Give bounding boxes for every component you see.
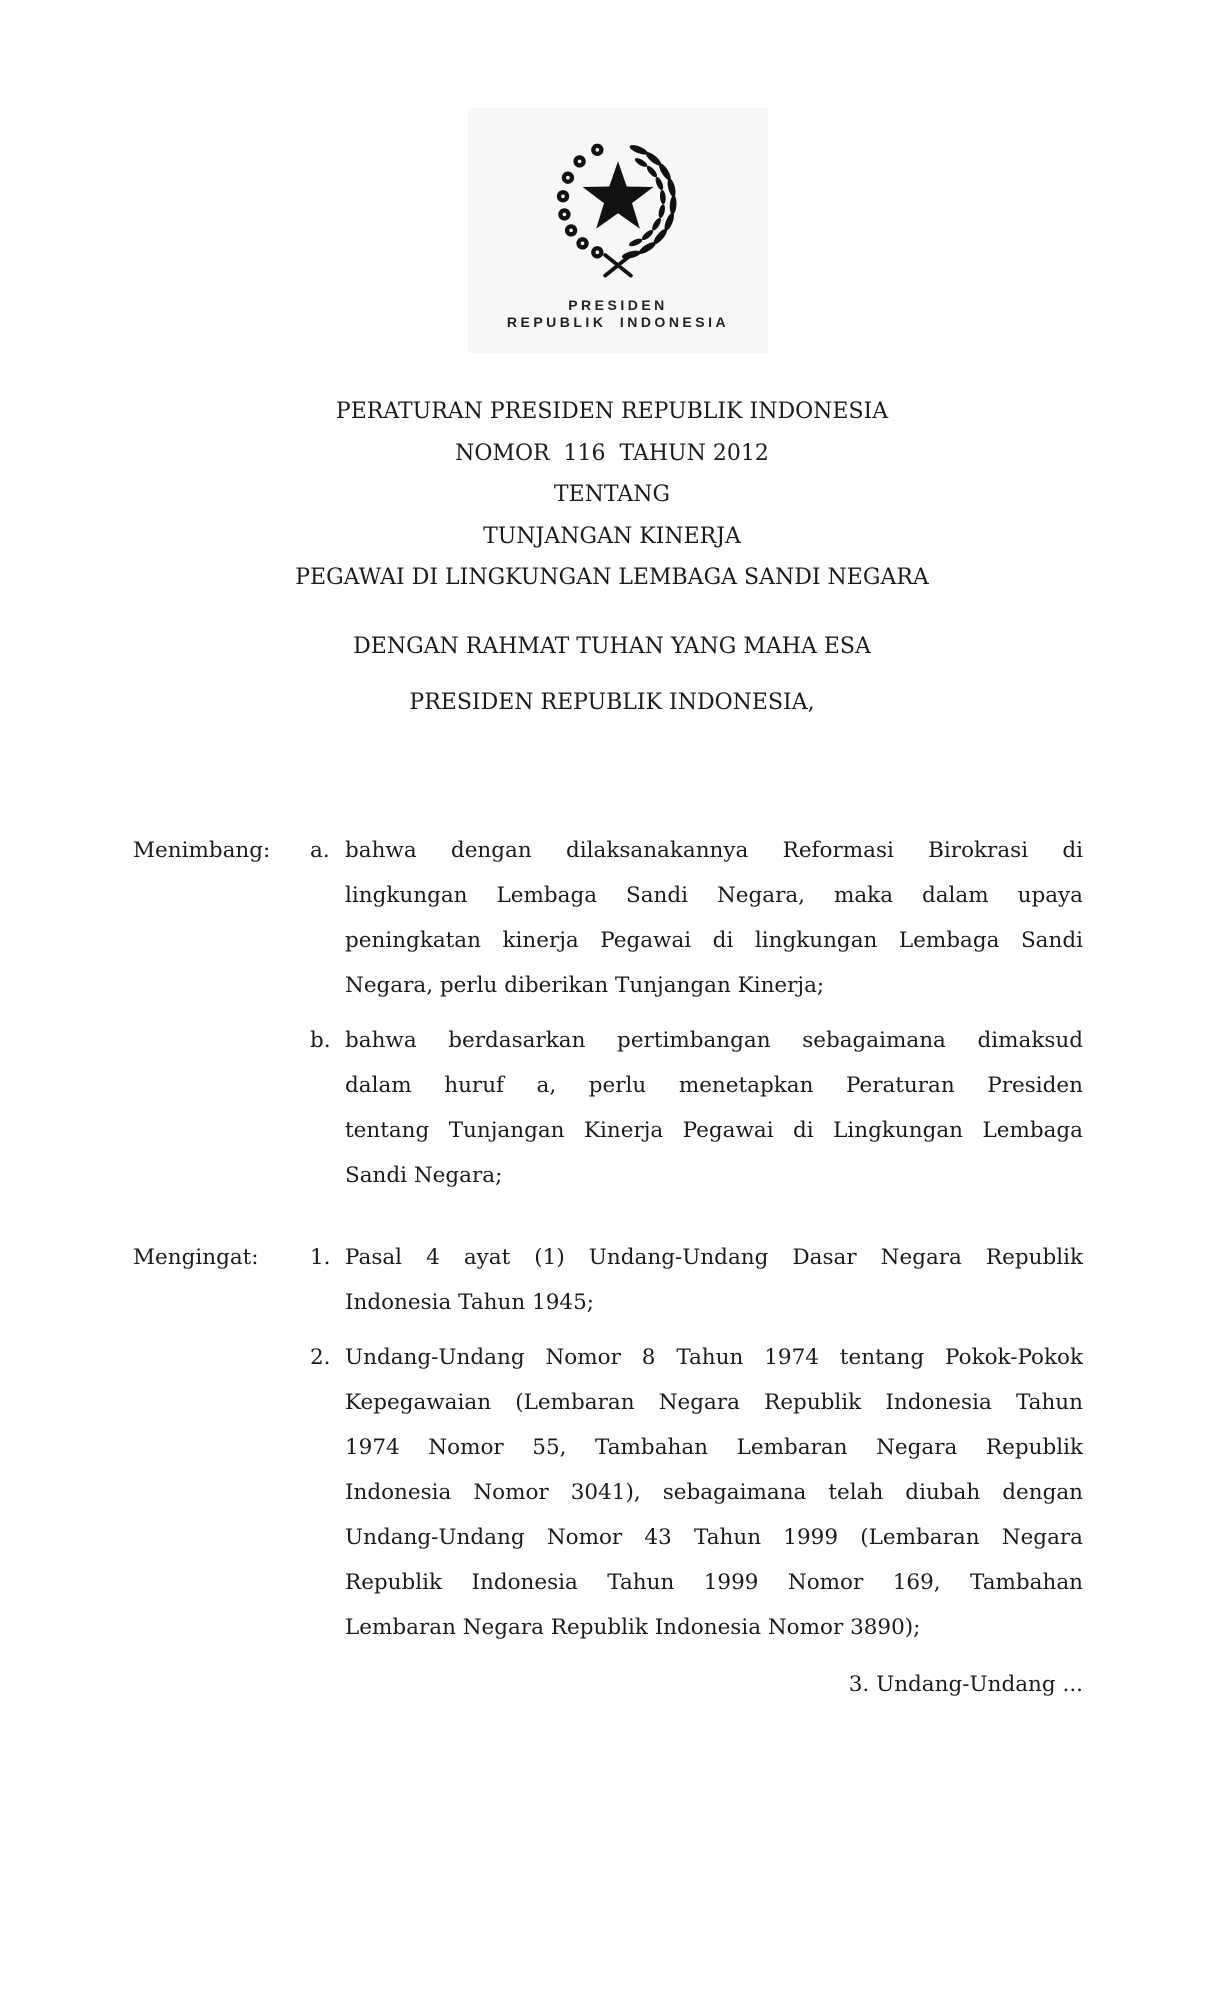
recalling-label: Mengingat: — [133, 1245, 259, 1270]
item-line: dalam huruf a, perlu menetapkan Peraturan Presiden — [345, 1073, 1083, 1098]
presidential-emblem-icon — [528, 124, 708, 291]
authority-line: PRESIDEN REPUBLIK INDONESIA, — [409, 690, 815, 715]
item-line: peningkatan kinerja Pegawai di lingkungan Lembaga Sandi — [345, 928, 1083, 953]
letterhead-text — [468, 297, 768, 331]
wreath-crossed-stems — [605, 255, 631, 276]
letterhead-org-line1: PRESIDEN — [568, 297, 668, 313]
recalling-items — [310, 1235, 1083, 1650]
item-line: tentang Tunjangan Kinerja Pegawai di Lingkungan Lembaga — [345, 1118, 1083, 1143]
doc-title — [0, 391, 1224, 599]
wreath-left-garland — [557, 144, 604, 259]
item-line: 1974 Nomor 55, Tambahan Lembaran Negara Republik — [345, 1435, 1083, 1460]
item-line: Negara, perlu diberikan Tunjangan Kinerja; — [345, 973, 825, 998]
letterhead-org-line2: REPUBLIK INDONESIA — [506, 314, 730, 330]
considering-section — [133, 828, 1083, 1208]
invocation-line: DENGAN RAHMAT TUHAN YANG MAHA ESA — [353, 634, 871, 659]
doc-title-line-4: TUNJANGAN KINERJA — [483, 523, 741, 549]
recalling-section — [133, 1235, 1083, 1660]
catchword: 3. Undang-Undang ... — [848, 1672, 1083, 1697]
recalling-item-1 — [310, 1235, 1083, 1325]
considering-item-b — [310, 1018, 1083, 1198]
doc-title-line-2: NOMOR 116 TAHUN 2012 — [455, 440, 769, 466]
item-line: Indonesia Nomor 3041), sebagaimana telah diubah dengan — [345, 1480, 1083, 1505]
considering-item-a — [310, 828, 1083, 1008]
item-line: Kepegawaian (Lembaran Negara Republik Indonesia Tahun — [345, 1390, 1083, 1415]
item-line: Pasal 4 ayat (1) Undang-Undang Dasar Negara Republik — [345, 1245, 1083, 1270]
doc-title-line-1: PERATURAN PRESIDEN REPUBLIK INDONESIA — [335, 399, 889, 424]
star-icon — [583, 161, 654, 228]
item-text — [345, 1335, 1083, 1650]
item-line: bahwa dengan dilaksanakannya Reformasi Birokrasi di — [345, 838, 1083, 863]
item-line: Sandi Negara; — [345, 1163, 503, 1188]
item-marker: 1. — [310, 1245, 331, 1270]
item-line: Lembaran Negara Republik Indonesia Nomor 3890); — [345, 1615, 921, 1640]
item-marker: 2. — [310, 1345, 331, 1370]
item-text — [345, 828, 1083, 1008]
recalling-item-2 — [310, 1335, 1083, 1650]
item-text — [345, 1235, 1083, 1325]
doc-title-line-5: PEGAWAI DI LINGKUNGAN LEMBAGA SANDI NEGARA — [295, 565, 929, 590]
doc-title-line-3: TENTANG — [553, 482, 671, 507]
item-line: Indonesia Tahun 1945; — [345, 1290, 595, 1315]
item-line: lingkungan Lembaga Sandi Negara, maka dalam upaya — [345, 883, 1083, 908]
considering-items — [310, 828, 1083, 1198]
item-marker: b. — [310, 1028, 331, 1053]
emblem-scan-region — [468, 108, 768, 353]
item-text — [345, 1018, 1083, 1198]
item-marker: a. — [310, 838, 330, 863]
considering-label: Menimbang: — [133, 838, 271, 863]
item-line: Undang-Undang Nomor 43 Tahun 1999 (Lembaran Negara — [345, 1525, 1083, 1550]
item-line: Undang-Undang Nomor 8 Tahun 1974 tentang Pokok-Pokok — [345, 1345, 1083, 1370]
item-line: Republik Indonesia Tahun 1999 Nomor 169, Tambahan — [345, 1570, 1083, 1595]
item-line: bahwa berdasarkan pertimbangan sebagaimana dimaksud — [345, 1028, 1083, 1053]
